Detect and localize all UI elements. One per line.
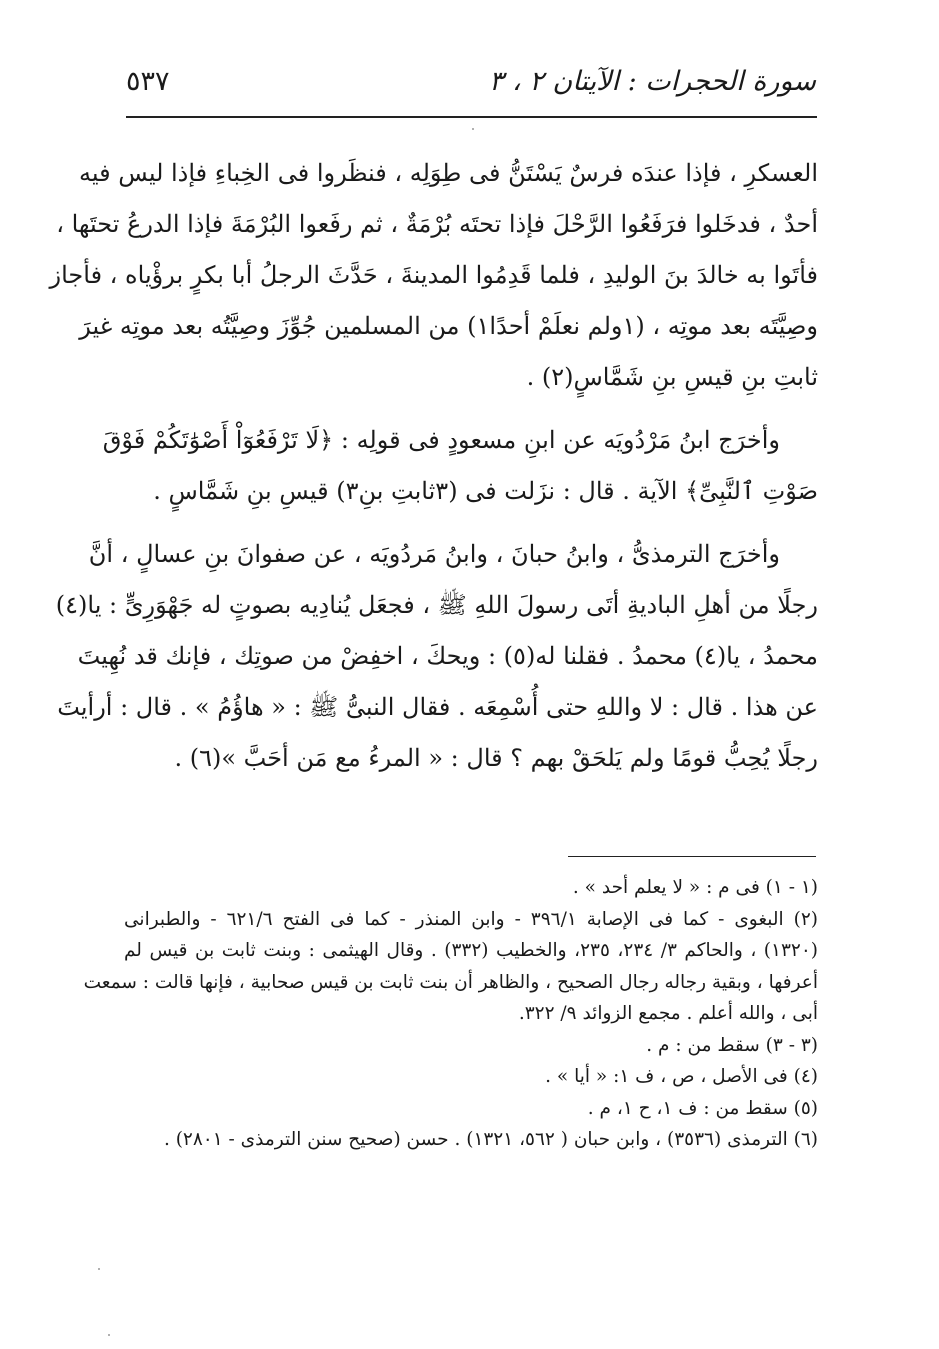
text-line: وأخرَج الترمذىُّ ، وابنُ حبانَ ، وابنُ مَردُويَه ، عن صفوانَ بنِ عسالٍ ، أنَّ (88, 540, 780, 568)
text-line: عن هذا . قال : لا واللهِ حتى أُسْمِعَه . فقال النبىُّ ﷺ : « هاؤُمُ » . قال : أرأيتَ (57, 693, 818, 721)
footnote: (١ - ١) فى م : « لا يعلم أحد » . (572, 877, 818, 898)
footnote: (٤) فى الأصل ، ص ، ف ١: « أيا » . (545, 1066, 818, 1087)
text-line: فأتَوا به خالدَ بنَ الوليدِ ، فلما قَدِمُوا المدينةَ ، حَدَّثَ الرجلُ أبا بكرٍ برؤْياه ، فأجاز (49, 261, 818, 289)
footnote: (٢) البغوى - كما فى الإصابة ٣٩٦/١ - وابن المنذر - كما فى الفتح ٦٢١/٦ - والطبرانى (124, 908, 818, 930)
scan-speck (108, 1334, 110, 1336)
paragraph (102, 415, 818, 517)
scan-speck (98, 1268, 100, 1270)
footnote: (٣ - ٣) سقط من : م . (646, 1034, 818, 1056)
text-line: وصِيَّتَه بعد موتِه ، (١ولم نعلَمْ أحدًا١) من المسلمين جُوِّزَ وصِيَّتُه بعد موتِه غيرَ (79, 312, 818, 340)
footnote-rule (568, 856, 816, 857)
footnote: أعرفها ، وبقية رجاله رجال الصحيح ، والظاهر أن بنت ثابت بن قيس صحابية ، فإنها قالت : سمعت (83, 971, 818, 993)
page-number: ٥٣٧ (126, 66, 170, 97)
text-line: رجلًا يُحِبُّ قومًا ولم يَلحَقْ بهم ؟ قال : « المرءُ مع مَن أحَبَّ »(٦) . (174, 744, 818, 772)
paragraph (55, 529, 818, 784)
footnotes (83, 872, 818, 1156)
header-title: سورة الحجرات : الآيتان ٢ ، ٣ (488, 66, 816, 97)
footnote: (٦) الترمذى (٣٥٣٦) ، وابن حبان ( ٥٦٢، ١٣٢١) . حسن (صحيح سنن الترمذى - ٢٨٠١) . (163, 1129, 818, 1150)
text-line: رجلًا من أهلِ الباديةِ أتَى رسولَ اللهِ ﷺ ، فجعَل يُنادِيه بصوتٍ له جَهْوَرِىٍّ : يا(٤) (55, 591, 818, 619)
main-text (49, 148, 818, 796)
header-rule (126, 116, 817, 118)
scan-speck (472, 128, 474, 130)
text-line: العسكرِ ، فإذا عندَه فرسٌ يَسْتَنُّ فى طِوَلِه ، فنظَروا فى الخِباءِ فإذا ليس فيه (79, 159, 818, 187)
footnote: (١٣٢٠) ، والحاكم ٣/ ٢٣٤، ٢٣٥، والخطيب (٣٣٢) . وقال الهيثمى : وبنت ثابت بن قيس لم (124, 940, 818, 961)
footnote: (٥) سقط من : ف ١، ح ١، م . (587, 1097, 818, 1119)
paragraph (49, 148, 818, 403)
text-line: ثابتِ بنِ قيسِ بنِ شَمَّاسٍ(٢) . (526, 363, 818, 391)
running-header (126, 60, 816, 100)
text-line: وأخرَج ابنُ مَرْدُويَه عن ابنِ مسعودٍ فى قولِه : ﴿لَا تَرْفَعُوٓاْ أَصْوَٰتَكُمْ فَوْقَ (102, 426, 780, 454)
footnote: أبى ، والله أعلم . مجمع الزوائد ٩/ ٣٢٢. (518, 1003, 818, 1024)
text-line: محمدُ ، يا(٤) محمدُ . فقلنا له(٥) : ويحكَ ، اخفِضْ من صوتِك ، فإنك قد نُهِيتَ (77, 642, 818, 670)
text-line: أحدٌ ، فدخَلوا فرَفَعُوا الرَّحْلَ فإذا تحتَه بُرْمَةٌ ، ثم رفَعوا البُرْمَةَ فإذا الدرعُ تحتَها ، (56, 210, 818, 238)
text-line: صَوْتِ ٱلنَّبِىِّ﴾ الآية . قال : نزَلت فى (٣ثابتِ بنِ٣) قيسِ بنِ شَمَّاسٍ . (153, 477, 818, 505)
